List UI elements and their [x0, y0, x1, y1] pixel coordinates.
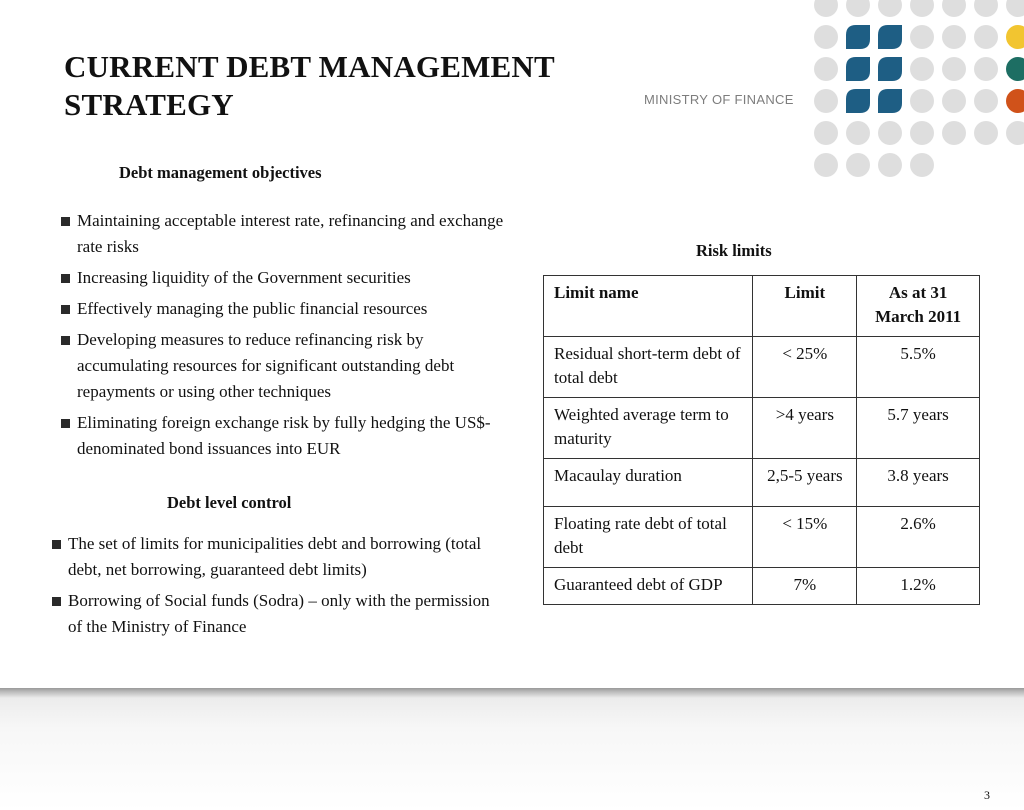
logo-dot: [1006, 0, 1024, 17]
logo-square-dot: [878, 25, 902, 49]
table-cell: < 15%: [753, 507, 857, 568]
table-cell: Residual short-term debt of total debt: [544, 337, 753, 398]
table-cell: Floating rate debt of total debt: [544, 507, 753, 568]
objectives-list: [61, 208, 511, 467]
logo-square-dot: [878, 89, 902, 113]
risk-limits-table: [543, 275, 980, 605]
logo-dot: [910, 25, 934, 49]
table-cell: 1.2%: [857, 568, 980, 605]
bullet-square-icon: [61, 305, 70, 314]
bullet-square-icon: [52, 540, 61, 549]
list-item: Increasing liquidity of the Government securities: [61, 265, 511, 291]
logo-dot: [846, 0, 870, 17]
logo-dot: [910, 153, 934, 177]
bullet-square-icon: [52, 597, 61, 606]
table-row: [544, 568, 980, 605]
table-cell: Macaulay duration: [544, 459, 753, 507]
table-cell: 5.7 years: [857, 398, 980, 459]
list-item: The set of limits for municipalities debt and borrowing (total debt, net borrowing, guaranteed debt limits): [52, 531, 507, 583]
logo-dot: [942, 89, 966, 113]
logo-square-dot: [846, 57, 870, 81]
logo-dot: [942, 121, 966, 145]
logo-dot: [910, 0, 934, 17]
logo-dot: [878, 153, 902, 177]
logo-dot: [942, 0, 966, 17]
table-cell: Guaranteed debt of GDP: [544, 568, 753, 605]
logo-square-dot: [846, 89, 870, 113]
table-row: [544, 507, 980, 568]
page-title: CURRENT DEBT MANAGEMENT STRATEGY: [64, 49, 555, 122]
debt-control-heading: Debt level control: [167, 493, 292, 512]
table-header-row: [544, 276, 980, 337]
list-item: Developing measures to reduce refinancing risk by accumulating resources for significant outstanding debt repayments or using other techniques: [61, 327, 511, 405]
logo-dot: [942, 25, 966, 49]
logo-dot: [1006, 121, 1024, 145]
bullet-square-icon: [61, 419, 70, 428]
logo-dot: [1006, 25, 1024, 49]
list-item: Maintaining acceptable interest rate, refinancing and exchange rate risks: [61, 208, 511, 260]
table-cell: >4 years: [753, 398, 857, 459]
risk-limits-heading: Risk limits: [696, 241, 772, 260]
logo-dot: [942, 57, 966, 81]
table-cell: 3.8 years: [857, 459, 980, 507]
logo-dot: [814, 25, 838, 49]
table-cell: 2.6%: [857, 507, 980, 568]
logo-dot: [846, 121, 870, 145]
bullet-square-icon: [61, 274, 70, 283]
logo-dot: [814, 89, 838, 113]
logo-dot: [814, 0, 838, 17]
table-row: [544, 459, 980, 507]
logo-dot: [974, 89, 998, 113]
table-cell: Weighted average term to maturity: [544, 398, 753, 459]
bullet-square-icon: [61, 336, 70, 345]
logo-dot: [974, 57, 998, 81]
logo-dot: [814, 153, 838, 177]
table-row: [544, 398, 980, 459]
logo-dot: [974, 25, 998, 49]
table-cell: 7%: [753, 568, 857, 605]
list-item: Effectively managing the public financial resources: [61, 296, 511, 322]
column-header: As at 31 March 2011: [857, 276, 980, 337]
list-item: Borrowing of Social funds (Sodra) – only with the permission of the Ministry of Finance: [52, 588, 507, 640]
logo-dot: [814, 57, 838, 81]
bullet-square-icon: [61, 217, 70, 226]
debt-control-list: [52, 531, 507, 645]
logo-dot: [974, 0, 998, 17]
page-number: 3: [984, 788, 990, 802]
logo-dot: [878, 0, 902, 17]
logo-dot: [814, 121, 838, 145]
column-header: Limit: [753, 276, 857, 337]
logo-dot: [910, 57, 934, 81]
objectives-heading: Debt management objectives: [119, 163, 322, 182]
table-row: [544, 337, 980, 398]
table-cell: 5.5%: [857, 337, 980, 398]
list-item: Eliminating foreign exchange risk by fully hedging the US$-denominated bond issuances into EUR: [61, 410, 511, 462]
ministry-label: MINISTRY OF FINANCE: [644, 92, 794, 107]
logo-dot: [974, 121, 998, 145]
logo-dot: [910, 89, 934, 113]
logo-square-dot: [878, 57, 902, 81]
table-cell: 2,5-5 years: [753, 459, 857, 507]
logo-dot: [1006, 89, 1024, 113]
table-cell: < 25%: [753, 337, 857, 398]
logo-dot: [910, 121, 934, 145]
column-header: Limit name: [544, 276, 753, 337]
logo-square-dot: [846, 25, 870, 49]
footer-band: [0, 688, 1024, 810]
logo-dot: [846, 153, 870, 177]
logo-dot: [878, 121, 902, 145]
logo-dot: [1006, 57, 1024, 81]
